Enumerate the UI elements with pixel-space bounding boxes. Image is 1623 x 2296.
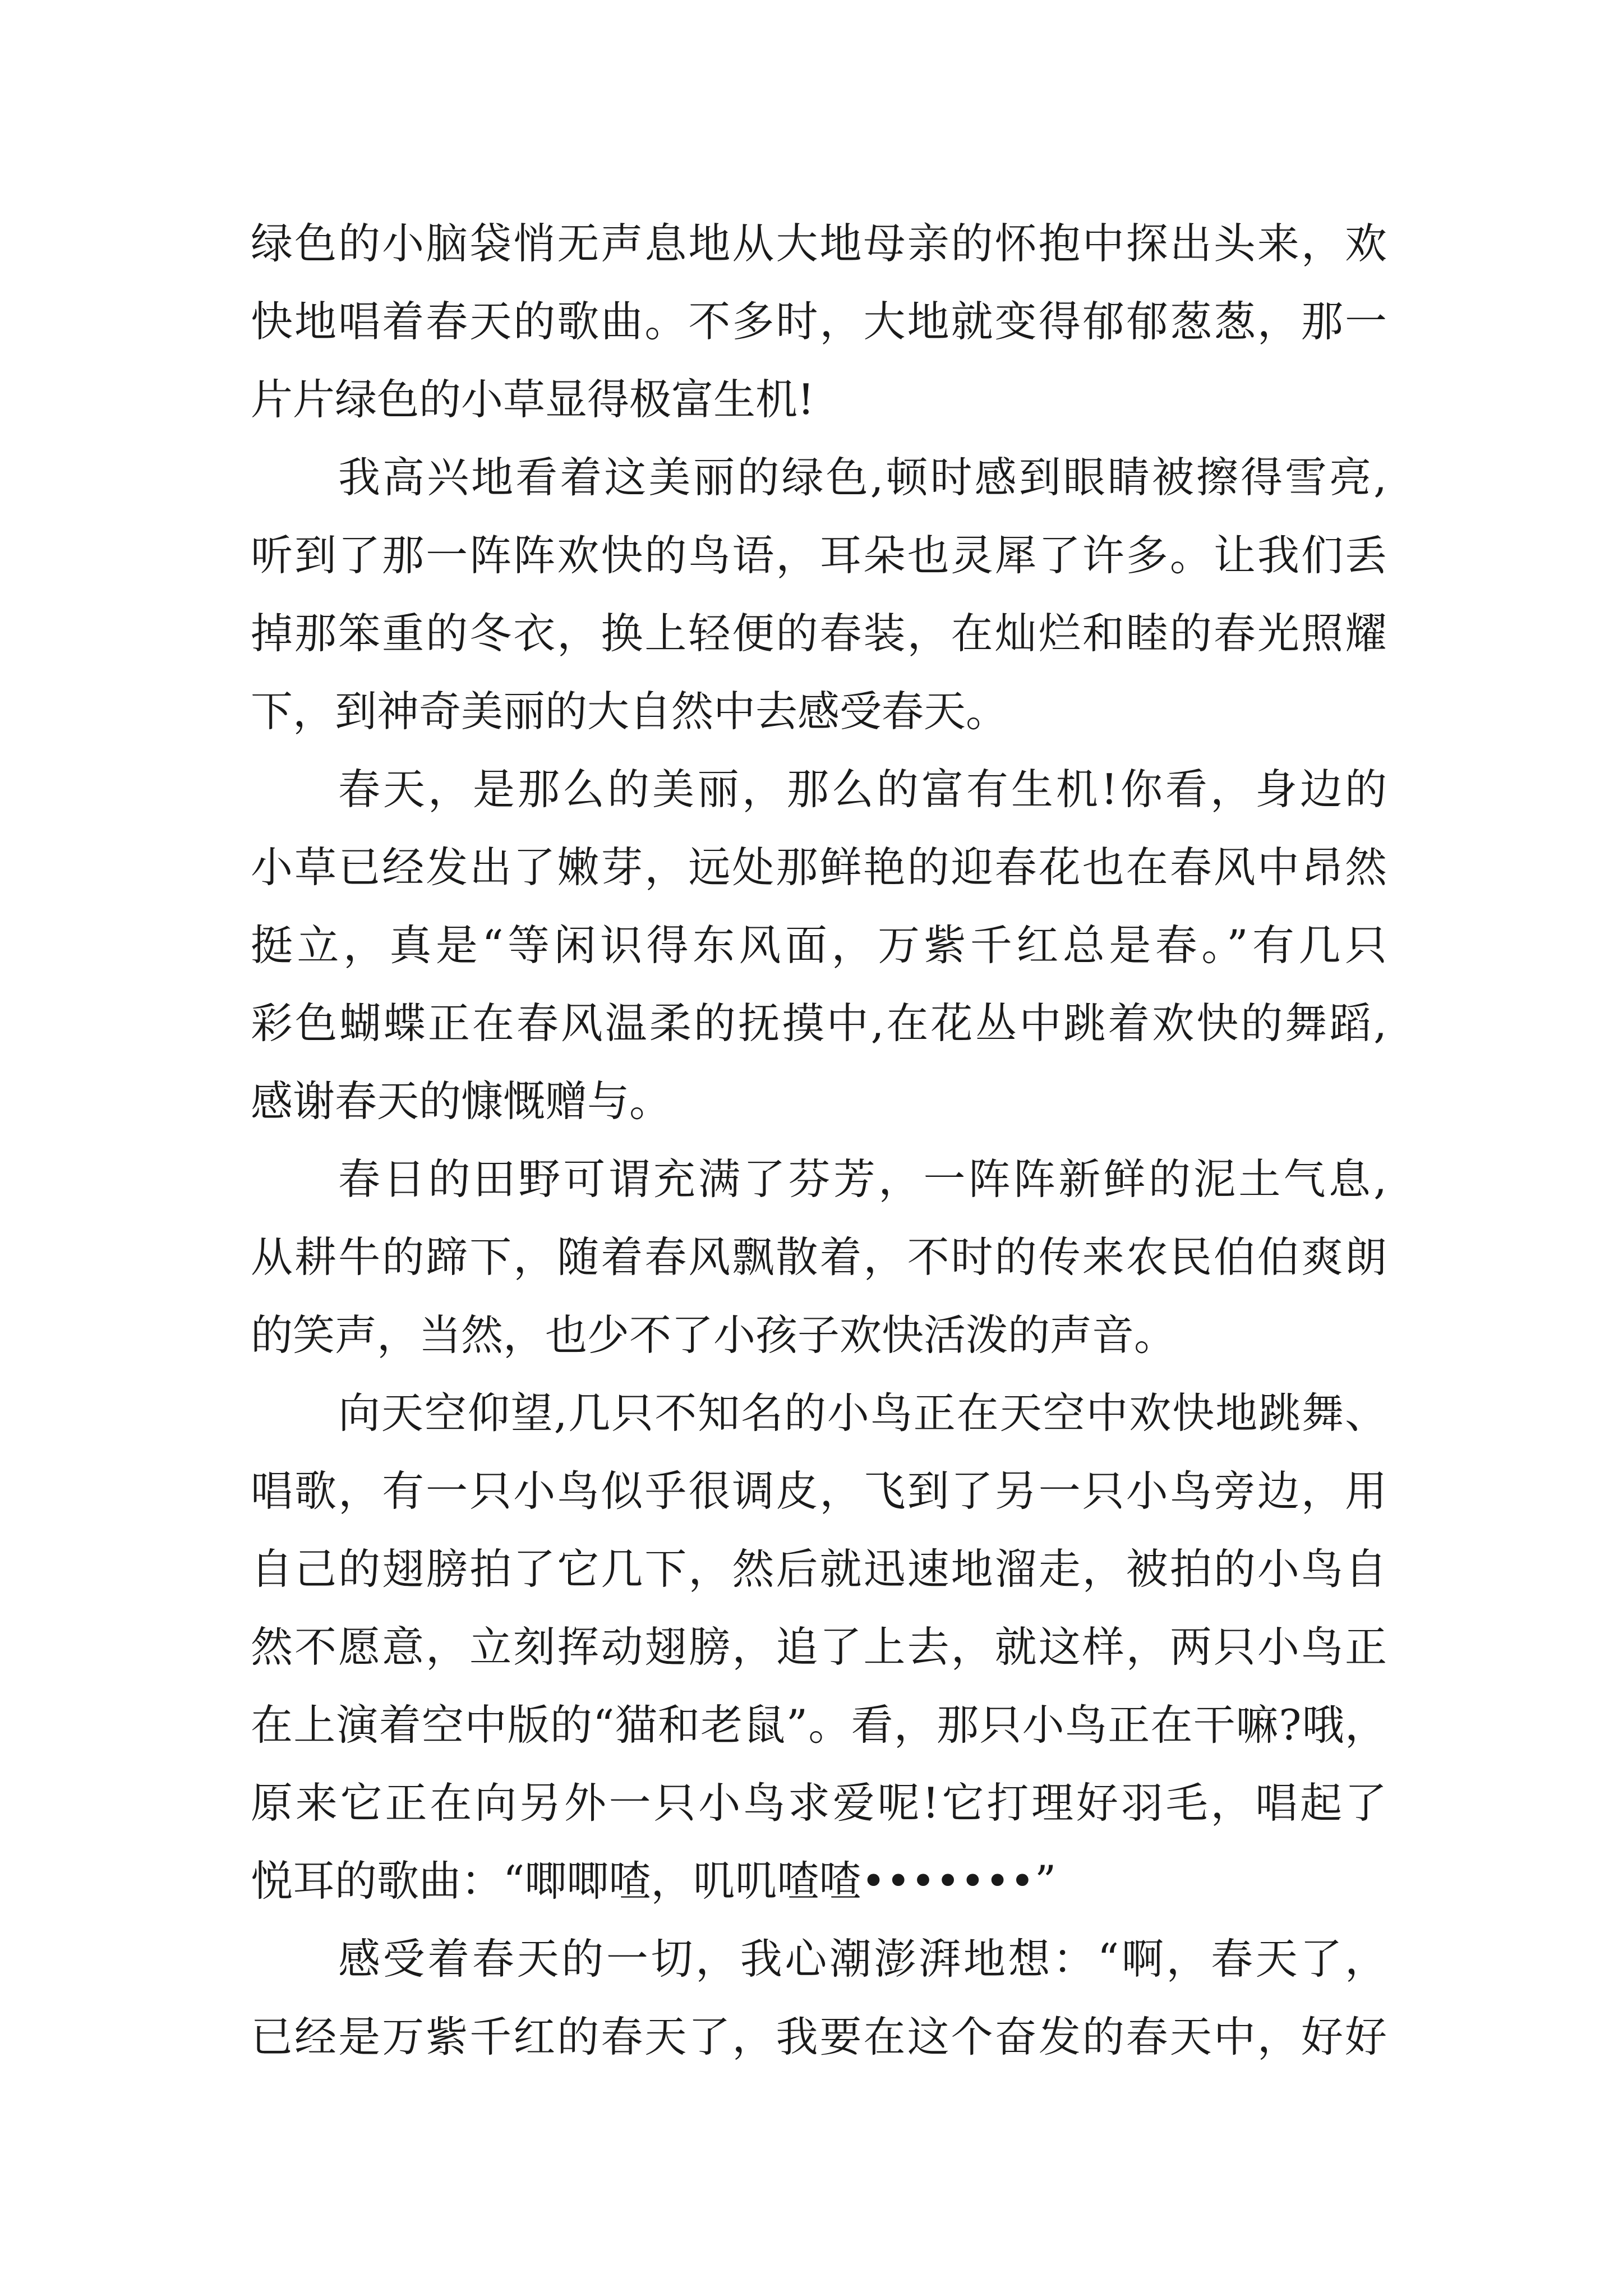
text-line: 片片绿色的小草显得极富生机! bbox=[251, 375, 815, 424]
paragraph bbox=[251, 1140, 1387, 1374]
text-line: 已经是万紫千红的春天了，我要在这个奋发的春天中，好好 bbox=[251, 2012, 1387, 2062]
text-line: 向天空仰望,几只不知名的小鸟正在天空中欢快地跳舞、 bbox=[338, 1388, 1387, 1438]
text-line: 原来它正在向另外一只小鸟求爱呢!它打理好羽毛，唱起了 bbox=[251, 1778, 1387, 1828]
text-line: 彩色蝴蝶正在春风温柔的抚摸中,在花丛中跳着欢快的舞蹈, bbox=[251, 999, 1387, 1048]
paragraph bbox=[251, 205, 1387, 439]
text-line: 在上演着空中版的“猫和老鼠”。看，那只小鸟正在干嘛?哦， bbox=[251, 1700, 1387, 1750]
text-line: 悦耳的歌曲：“唧唧喳，叽叽喳喳•••••••” bbox=[251, 1856, 1057, 1906]
text-line: 听到了那一阵阵欢快的鸟语，耳朵也灵犀了许多。让我们丢 bbox=[251, 531, 1387, 580]
text-line: 挺立，真是“等闲识得东风面，万紫千红总是春。”有几只 bbox=[251, 921, 1387, 970]
paragraph bbox=[251, 1374, 1387, 1920]
paragraph bbox=[251, 1920, 1387, 2076]
text-line: 快地唱着春天的歌曲。不多时，大地就变得郁郁葱葱，那一 bbox=[251, 297, 1387, 346]
text-line: 感受着春天的一切，我心潮澎湃地想：“啊，春天了， bbox=[338, 1934, 1387, 1984]
text-line: 然不愿意，立刻挥动翅膀，追了上去，就这样，两只小鸟正 bbox=[251, 1622, 1387, 1672]
text-line: 绿色的小脑袋悄无声息地从大地母亲的怀抱中探出头来，欢 bbox=[251, 219, 1387, 268]
text-line: 掉那笨重的冬衣，换上轻便的春装，在灿烂和睦的春光照耀 bbox=[251, 609, 1387, 658]
text-line: 春天，是那么的美丽，那么的富有生机!你看，身边的 bbox=[338, 765, 1387, 814]
text-line: 感谢春天的慷慨赠与。 bbox=[251, 1076, 672, 1126]
text-line: 我高兴地看着这美丽的绿色,顿时感到眼睛被擦得雪亮, bbox=[338, 453, 1387, 502]
text-line: 小草已经发出了嫩芽，远处那鲜艳的迎春花也在春风中昂然 bbox=[251, 843, 1387, 892]
text-line: 自己的翅膀拍了它几下，然后就迅速地溜走，被拍的小鸟自 bbox=[251, 1544, 1387, 1594]
paragraph bbox=[251, 439, 1387, 751]
document-body bbox=[251, 205, 1387, 2076]
text-line: 唱歌，有一只小鸟似乎很调皮，飞到了另一只小鸟旁边，用 bbox=[251, 1466, 1387, 1516]
text-line: 下，到神奇美丽的大自然中去感受春天。 bbox=[251, 687, 1008, 736]
paragraph bbox=[251, 751, 1387, 1140]
text-line: 春日的田野可谓充满了芬芳，一阵阵新鲜的泥土气息, bbox=[338, 1154, 1387, 1204]
text-line: 的笑声，当然，也少不了小孩子欢快活泼的声音。 bbox=[251, 1310, 1177, 1360]
text-line: 从耕牛的蹄下，随着春风飘散着，不时的传来农民伯伯爽朗 bbox=[251, 1232, 1387, 1282]
